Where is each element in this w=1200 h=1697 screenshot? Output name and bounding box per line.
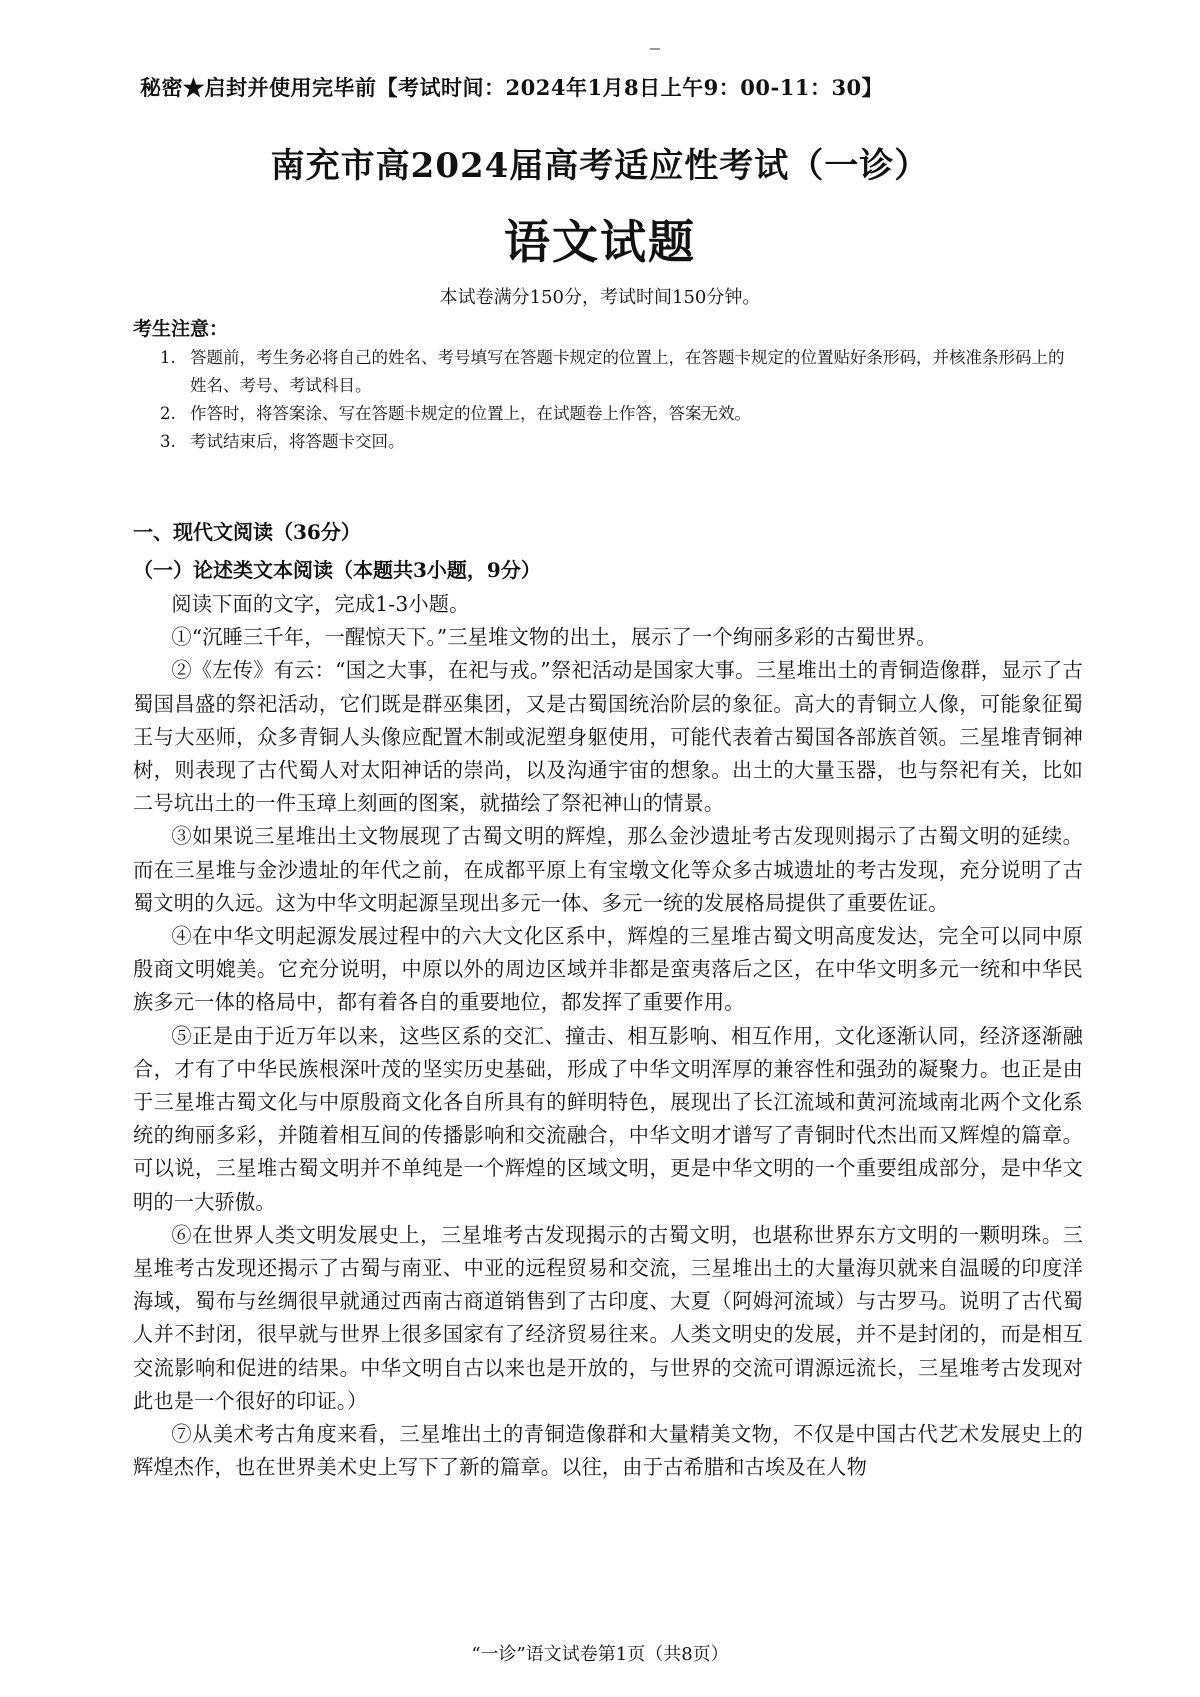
reading-passage (133, 588, 1083, 1484)
page-footer: “一诊”语文试卷第1页（共8页） (471, 1644, 729, 1665)
passage-paragraph-2: ②《左传》有云：“国之大事，在祀与戎。”祭祀活动是国家大事。三星堆出土的青铜造像群，显示了古蜀国昌盛的祭祀活动，它们既是群巫集团，又是古蜀国统治阶层的象征。高大的青铜立人像，可能象征蜀王与大巫师，众多青铜人头像应配置木制或泥塑身躯使用，可能代表着古蜀国各部族首领。三星堆青铜神树，则表现了古代蜀人对太阳神话的崇尚，以及沟通宇宙的想象。出土的大量玉器，也与祭祀有关，比如二号坑出土的一件玉璋上刻画的图案，就描绘了祭祀神山的情景。 (133, 658, 1083, 816)
passage-paragraph-6: ⑥在世界人类文明发展史上，三星堆考古发现揭示的古蜀文明，也堪称世界东方文明的一颗明珠。三星堆考古发现还揭示了古蜀与南亚、中亚的远程贸易和交流，三星堆出土的大量海贝就来自温暖的印度洋海域，蜀布与丝绸很早就通过西南古商道销售到了古印度、大夏（阿姆河流域）与古罗马。说明了古代蜀人并不封闭，很早就与世界上很多国家有了经济贸易往来。人类文明史的发展，并不是封闭的，而是相互交流影响和促进的结果。中华文明自古以来也是开放的，与世界的交流可谓源远流长，三星堆考古发现对此也是一个很好的印证。） (133, 1222, 1083, 1413)
passage-paragraph-1: ①“沉睡三千年，一醒惊天下。”三星堆文物的出土，展示了一个绚丽多彩的古蜀世界。 (171, 625, 937, 650)
subject-title: 语文试题 (504, 215, 696, 269)
section-heading: 一、现代文阅读（36分） (133, 520, 361, 544)
confidential-notice: 秘密★启封并使用完毕前【考试时间：2024年1月8日上午9：00-11：30】 (140, 75, 884, 100)
passage-paragraph-4: ④在中华文明起源发展过程中的六大文化区系中，辉煌的三星堆古蜀文明高度发达，完全可以同中原殷商文明媲美。它充分说明，中原以外的周边区域并非都是蛮夷落后之区，在中华文明多元一统和中华民族多元一体的格局中，都有着各自的重要地位，都发挥了重要作用。 (133, 924, 1083, 1015)
passage-paragraph-7: ⑦从美术考古角度来看，三星堆出土的青铜造像群和大量精美文物，不仅是中国古代艺术发展史上的辉煌杰作，也在世界美术史上写下了新的篇章。以往，由于古希腊和古埃及在人物 (133, 1422, 1083, 1480)
notice-item-number: 3. (160, 432, 176, 451)
scan-mark (650, 48, 660, 50)
notice-item (160, 428, 1080, 456)
passage-paragraph-3: ③如果说三星堆出土文物展现了古蜀文明的辉煌，那么金沙遗址考古发现则揭示了古蜀文明的延续。而在三星堆与金沙遗址的年代之前，在成都平原上有宝墩文化等众多古城遗址的考古发现，充分说明了古蜀文明的久远。这为中华文明起源呈现出多元一体、多元一统的发展格局提供了重要佐证。 (133, 824, 1083, 915)
notice-item (160, 344, 1080, 400)
subsection-heading: （一）论述类文本阅读（本题共3小题，9分） (133, 558, 541, 582)
notice-list (160, 344, 1080, 456)
reading-instruction: 阅读下面的文字，完成1-3小题。 (171, 592, 470, 616)
exam-title: 南充市高2024届高考适应性考试（一诊） (270, 146, 930, 186)
notice-item-text: 答题前，考生务必将自己的姓名、考号填写在答题卡规定的位置上，在答题卡规定的位置贴好条形码，并核准条形码上的姓名、考号、考试科目。 (190, 348, 1065, 395)
notice-item-text: 作答时，将答案涂、写在答题卡规定的位置上，在试题卷上作答，答案无效。 (190, 404, 751, 423)
notice-item-number: 1. (160, 348, 176, 367)
passage-paragraph-5: ⑤正是由于近万年以来，这些区系的交汇、撞击、相互影响、相互作用，文化逐渐认同，经济逐渐融合，才有了中华民族根深叶茂的坚实历史基础，形成了中华文明浑厚的兼容性和强劲的凝聚力。也正是由于三星堆古蜀文化与中原殷商文化各自所具有的鲜明特色，展现出了长江流域和黄河流域南北两个文化系统的绚丽多彩，并随着相互间的传播影响和交流融合，中华文明才谱写了青铜时代杰出而又辉煌的篇章。可以说，三星堆古蜀文明并不单纯是一个辉煌的区域文明，更是中华文明的一个重要组成部分，是中华文明的一大骄傲。 (133, 1023, 1083, 1214)
notice-item-number: 2. (160, 404, 176, 423)
notice-heading: 考生注意： (133, 318, 229, 340)
notice-item (160, 400, 1080, 428)
score-info: 本试卷满分150分，考试时间150分钟。 (439, 287, 761, 308)
notice-item-text: 考试结束后，将答题卡交回。 (190, 432, 405, 451)
